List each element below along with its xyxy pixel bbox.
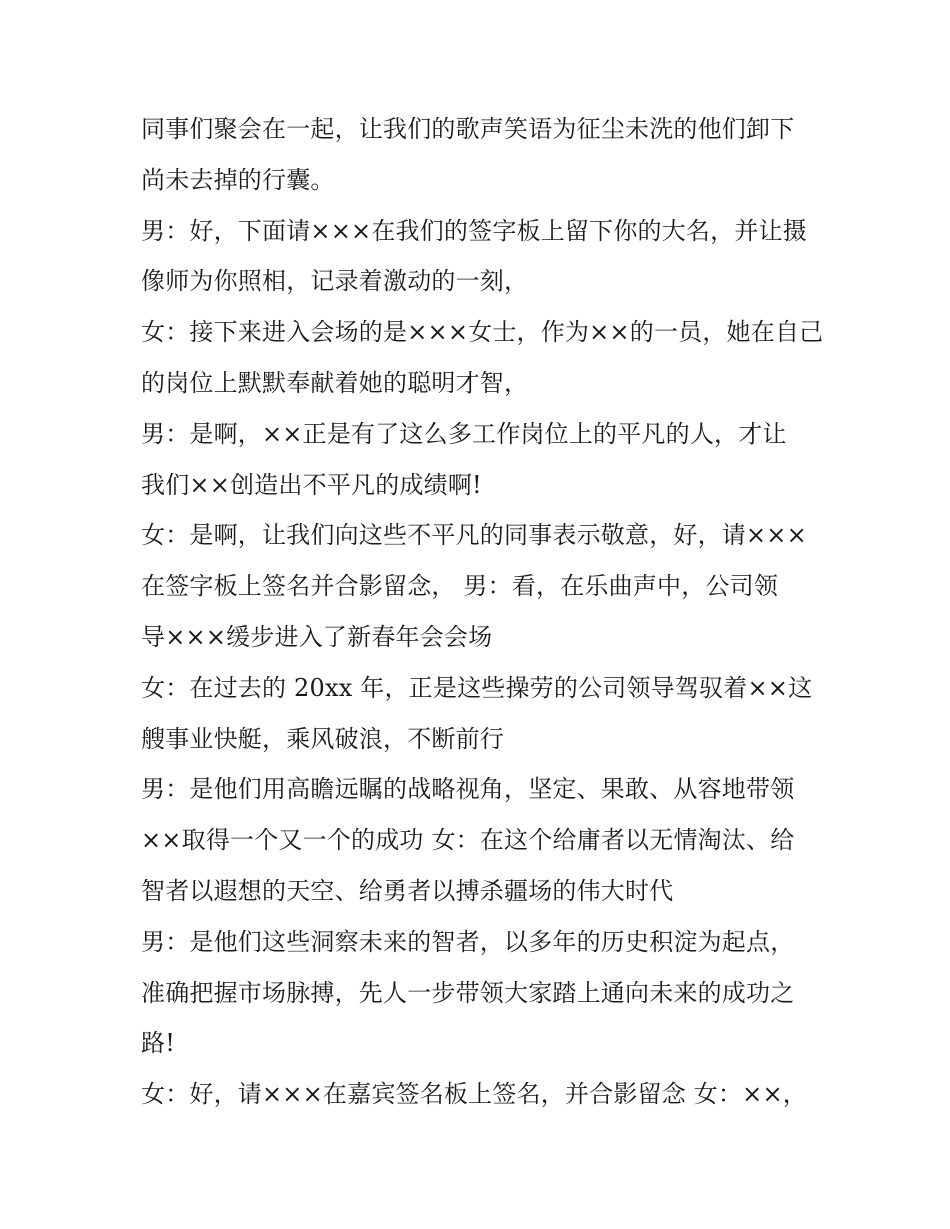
text-line: 艘事业快艇，乘风破浪，不断前行	[141, 724, 504, 753]
text-line: 路!	[141, 1029, 176, 1058]
text-line: 导×××缓步进入了新春年会会场	[141, 622, 493, 651]
document-body	[141, 104, 824, 1120]
text-line: 同事们聚会在一起，让我们的歌声笑语为征尘未洗的他们卸下	[141, 115, 795, 143]
text-line: 女：好，请×××在嘉宾签名板上签名，并合影留念 女：××，	[141, 1080, 807, 1109]
text-line: 我们××创造出不平凡的成绩啊!	[141, 470, 482, 499]
text-line: 女：接下来进入会场的是×××女士，作为××的一员，她在自己	[141, 318, 824, 347]
text-line: 男：是他们这些洞察未来的智者，以多年的历史积淀为起点，	[141, 927, 795, 956]
text-line: 像师为你照相，记录着激动的一刻，	[141, 267, 529, 296]
text-line: 女：是啊，让我们向这些不平凡的同事表示敬意，好，请×××	[141, 521, 807, 550]
text-line: 智者以遐想的天空、给勇者以搏杀疆场的伟大时代	[141, 876, 674, 905]
text-line: ××取得一个又一个的成功 女：在这个给庸者以无情淘汰、给	[141, 826, 795, 855]
text-line: 准确把握市场脉搏，先人一步带领大家踏上通向未来的成功之	[141, 978, 795, 1007]
text-line: 男：好，下面请×××在我们的签字板上留下你的大名，并让摄	[141, 216, 807, 245]
text-line: 男：是他们用高瞻远瞩的战略视角，坚定、果敢、从容地带领	[141, 775, 795, 804]
text-line: 的岗位上默默奉献着她的聪明才智，	[141, 368, 529, 397]
text-line: 男：是啊，××正是有了这么多工作岗位上的平凡的人，才让	[141, 419, 787, 448]
text-line: 女：在过去的 20xx 年，正是这些操劳的公司领导驾驭着××这	[141, 673, 813, 702]
text-line: 在签字板上签名并合影留念， 男：看，在乐曲声中，公司领	[141, 572, 779, 601]
text-line: 尚未去掉的行囊。	[141, 165, 335, 194]
